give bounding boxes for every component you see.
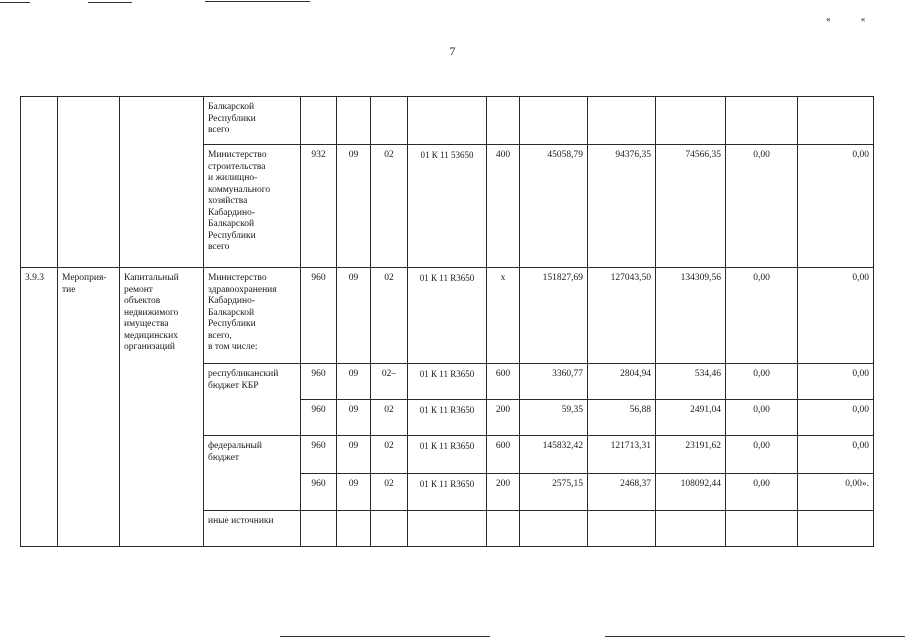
cell-name (58, 97, 120, 268)
cell-csr: 01 К 11 R3650 (408, 474, 487, 511)
cell-num (21, 97, 58, 268)
cell-csr (408, 511, 487, 547)
page-number: 7 (449, 44, 456, 58)
cell-value-2: 121713,31 (588, 436, 656, 474)
cell-value-1: 59,35 (520, 400, 588, 436)
cell-pr: 02– (371, 364, 408, 400)
cell-num: 3.9.3 (21, 268, 58, 547)
cell-value-4 (726, 97, 798, 145)
cell-rz (337, 97, 371, 145)
cell-value-5: 0,00 (798, 400, 874, 436)
cell-rz: 09 (337, 268, 371, 364)
cell-grbs: 960 (301, 364, 337, 400)
cell-value-5: 0,00 (798, 268, 874, 364)
cell-pr: 02 (371, 436, 408, 474)
cell-value-5: 0,00». (798, 474, 874, 511)
cell-value-2: 127043,50 (588, 268, 656, 364)
cell-grbs: 932 (301, 145, 337, 268)
cell-value-2 (588, 97, 656, 145)
cell-value-5: 0,00 (798, 436, 874, 474)
cell-value-1: 3360,77 (520, 364, 588, 400)
corner-marks: « « (826, 14, 880, 24)
cell-recipient: Балкарской Республики всего (204, 97, 301, 145)
cell-csr: 01 К 11 53650 (408, 145, 487, 268)
cell-value-3 (656, 97, 726, 145)
scan-line-top-3 (205, 1, 310, 2)
cell-value-1: 151827,69 (520, 268, 588, 364)
cell-csr: 01 К 11 R3650 (408, 364, 487, 400)
cell-value-5 (798, 97, 874, 145)
cell-pr (371, 97, 408, 145)
cell-recipient: федеральный бюджет (204, 436, 301, 511)
cell-grbs: 960 (301, 474, 337, 511)
cell-value-5: 0,00 (798, 364, 874, 400)
scan-line-top-2 (88, 2, 132, 3)
cell-recipient: республиканский бюджет КБР (204, 364, 301, 436)
cell-value-4: 0,00 (726, 268, 798, 364)
cell-grbs (301, 97, 337, 145)
cell-vr: 200 (487, 474, 520, 511)
cell-value-2: 56,88 (588, 400, 656, 436)
cell-recipient: иные источники (204, 511, 301, 547)
cell-name: Мероприя- тие (58, 268, 120, 547)
cell-recipient: Министерство строительства и жилищно- коммунального хозяйства Кабардино- Балкарской Республики всего (204, 145, 301, 268)
cell-value-2: 2468,37 (588, 474, 656, 511)
cell-value-1 (520, 97, 588, 145)
budget-table (20, 96, 874, 547)
cell-value-4: 0,00 (726, 400, 798, 436)
cell-value-3: 108092,44 (656, 474, 726, 511)
cell-pr: 02 (371, 145, 408, 268)
cell-vr: 400 (487, 145, 520, 268)
cell-value-1: 2575,15 (520, 474, 588, 511)
cell-vr: 600 (487, 364, 520, 400)
table-row (21, 97, 874, 145)
scan-line-top-1 (0, 2, 30, 3)
cell-value-3: 23191,62 (656, 436, 726, 474)
cell-rz: 09 (337, 145, 371, 268)
cell-vr (487, 511, 520, 547)
cell-value-2: 2804,94 (588, 364, 656, 400)
cell-value-5 (798, 511, 874, 547)
cell-value-4 (726, 511, 798, 547)
cell-value-3: 74566,35 (656, 145, 726, 268)
cell-vr (487, 97, 520, 145)
cell-value-4: 0,00 (726, 474, 798, 511)
cell-rz: 09 (337, 474, 371, 511)
cell-grbs: 960 (301, 436, 337, 474)
cell-pr: 02 (371, 474, 408, 511)
cell-value-2 (588, 511, 656, 547)
cell-vr: х (487, 268, 520, 364)
scan-line-bottom-2 (605, 636, 905, 637)
cell-vr: 200 (487, 400, 520, 436)
cell-pr: 02 (371, 268, 408, 364)
cell-vr: 600 (487, 436, 520, 474)
cell-value-3: 534,46 (656, 364, 726, 400)
cell-value-1: 145832,42 (520, 436, 588, 474)
cell-grbs (301, 511, 337, 547)
cell-rz: 09 (337, 436, 371, 474)
cell-csr: 01 К 11 R3650 (408, 436, 487, 474)
cell-value-5: 0,00 (798, 145, 874, 268)
cell-rz: 09 (337, 400, 371, 436)
cell-rz: 09 (337, 364, 371, 400)
cell-value-1 (520, 511, 588, 547)
cell-grbs: 960 (301, 400, 337, 436)
cell-value-4: 0,00 (726, 364, 798, 400)
cell-csr: 01 К 11 R3650 (408, 268, 487, 364)
cell-csr (408, 97, 487, 145)
cell-value-3: 134309,56 (656, 268, 726, 364)
cell-rz (337, 511, 371, 547)
cell-value-4: 0,00 (726, 145, 798, 268)
cell-csr: 01 К 11 R3650 (408, 400, 487, 436)
cell-value-3: 2491,04 (656, 400, 726, 436)
cell-value-2: 94376,35 (588, 145, 656, 268)
cell-description (120, 97, 204, 268)
cell-value-3 (656, 511, 726, 547)
cell-pr (371, 511, 408, 547)
cell-value-1: 45058,79 (520, 145, 588, 268)
cell-value-4: 0,00 (726, 436, 798, 474)
cell-pr: 02 (371, 400, 408, 436)
scan-line-bottom-1 (280, 636, 490, 637)
cell-description: Капитальный ремонт объектов недвижимого имущества медицинских организаций (120, 268, 204, 547)
cell-recipient: Министерство здравоохранения Кабардино- Балкарской Республики всего, в том числе: (204, 268, 301, 364)
cell-grbs: 960 (301, 268, 337, 364)
table-row (21, 268, 874, 364)
